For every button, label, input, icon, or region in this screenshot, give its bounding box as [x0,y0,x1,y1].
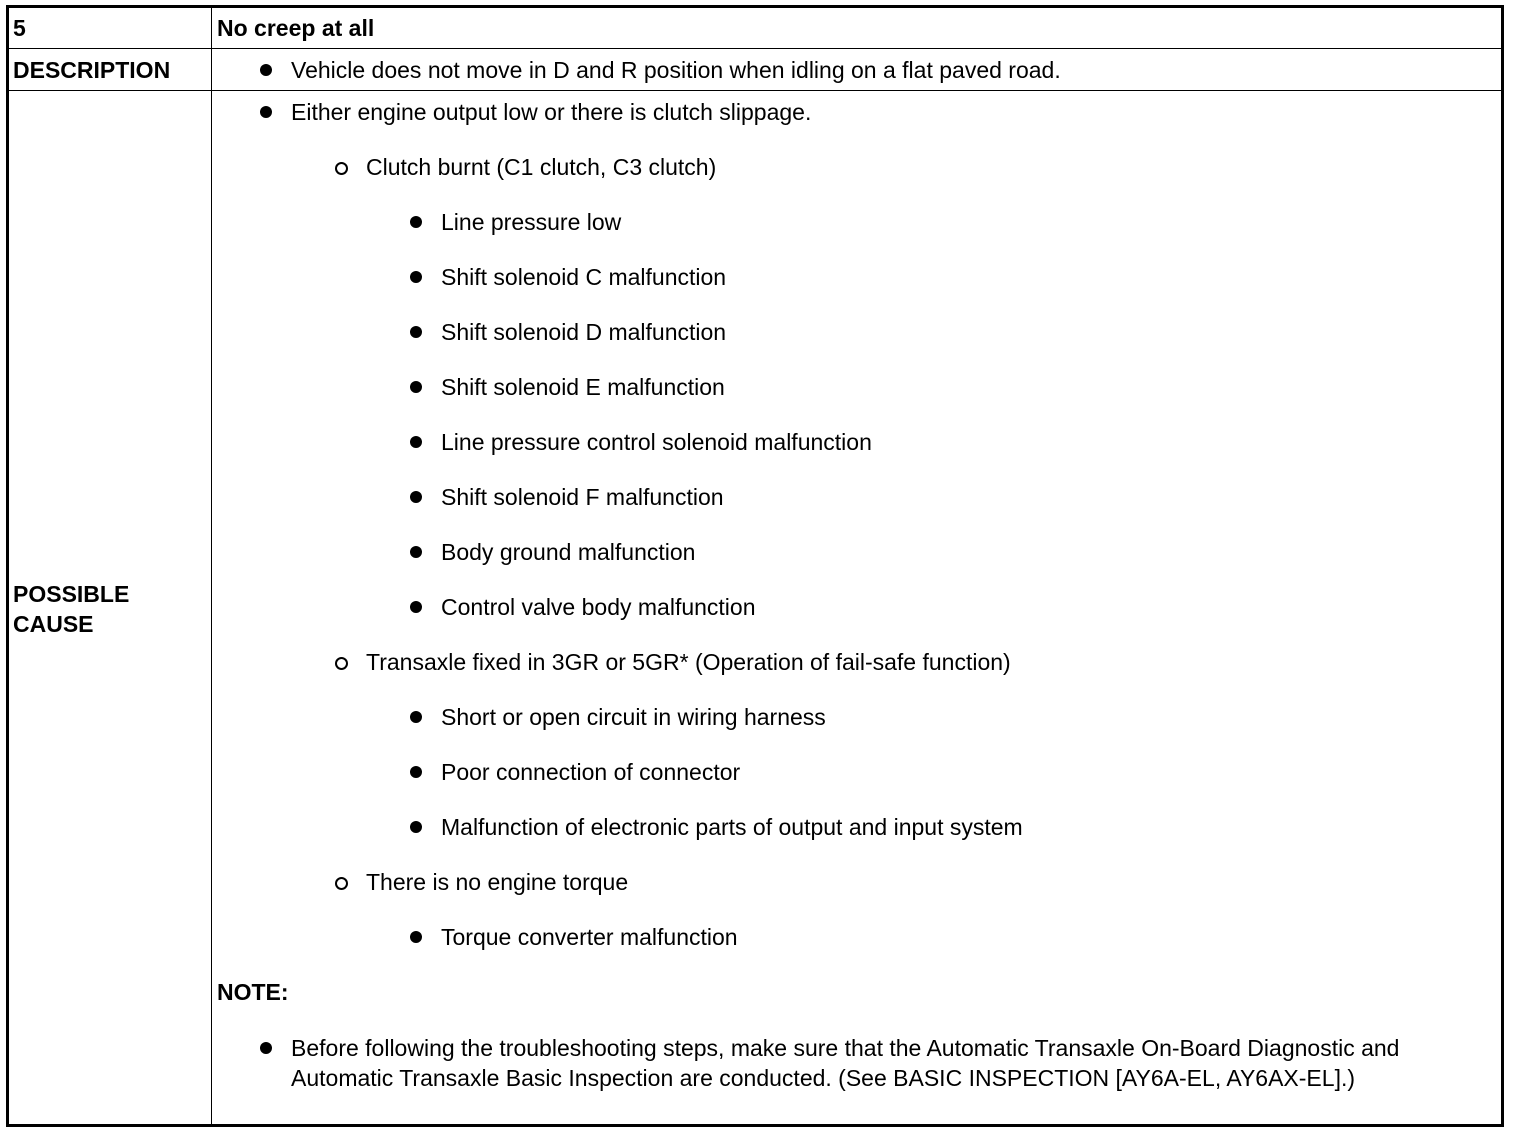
bullet-icon [410,711,422,723]
possible-cause-label-line1: POSSIBLE [13,581,130,607]
cause-item: Shift solenoid D malfunction [441,319,727,345]
bullet-icon [260,106,272,118]
bullet-icon [410,931,422,943]
cause-item: Control valve body malfunction [441,594,756,620]
bullet-icon [410,546,422,558]
note-label: NOTE: [217,979,289,1005]
bullet-icon [410,821,422,833]
bullet-icon [410,491,422,503]
row-divider-header [9,48,1501,49]
cause-item: Torque converter malfunction [441,924,738,950]
bullet-icon [260,1042,272,1054]
note-text: Before following the troubleshooting steps, make sure that the Automatic Transaxle On-Board Diagnostic and Automatic Transaxle Basic Inspection are conducted. (See BASIC INSPECTION [AY6A-EL, AY6AX-EL].) [291,1035,1400,1091]
troubleshooting-table [6,5,1504,1127]
column-divider [211,8,212,1124]
cause-group-title: There is no engine torque [366,869,629,895]
description-item: Vehicle does not move in D and R position when idling on a flat paved road. [291,57,1061,83]
row-divider-description [9,90,1501,91]
cause-item: Line pressure control solenoid malfunction [441,429,872,455]
bullet-icon [410,766,422,778]
cause-group-title: Transaxle fixed in 3GR or 5GR* (Operation of fail-safe function) [366,649,1011,675]
cause-item: Shift solenoid E malfunction [441,374,725,400]
cause-item: Shift solenoid C malfunction [441,264,727,290]
bullet-icon [260,64,272,76]
bullet-icon [410,216,422,228]
bullet-icon [410,381,422,393]
cause-item: Short or open circuit in wiring harness [441,704,826,730]
possible-cause-main: Either engine output low or there is clutch slippage. [291,99,812,125]
hollow-bullet-icon [335,877,348,890]
cause-item: Line pressure low [441,209,622,235]
cause-group-title: Clutch burnt (C1 clutch, C3 clutch) [366,154,717,180]
symptom-title: No creep at all [217,15,375,41]
cause-item: Shift solenoid F malfunction [441,484,724,510]
cause-item: Poor connection of connector [441,759,741,785]
bullet-icon [410,436,422,448]
symptom-number: 5 [13,15,26,41]
cause-item: Body ground malfunction [441,539,696,565]
bullet-icon [410,601,422,613]
bullet-icon [410,326,422,338]
hollow-bullet-icon [335,657,348,670]
hollow-bullet-icon [335,162,348,175]
cause-item: Malfunction of electronic parts of output and input system [441,814,1023,840]
possible-cause-label-line2: CAUSE [13,611,94,637]
bullet-icon [410,271,422,283]
description-label: DESCRIPTION [13,57,171,83]
